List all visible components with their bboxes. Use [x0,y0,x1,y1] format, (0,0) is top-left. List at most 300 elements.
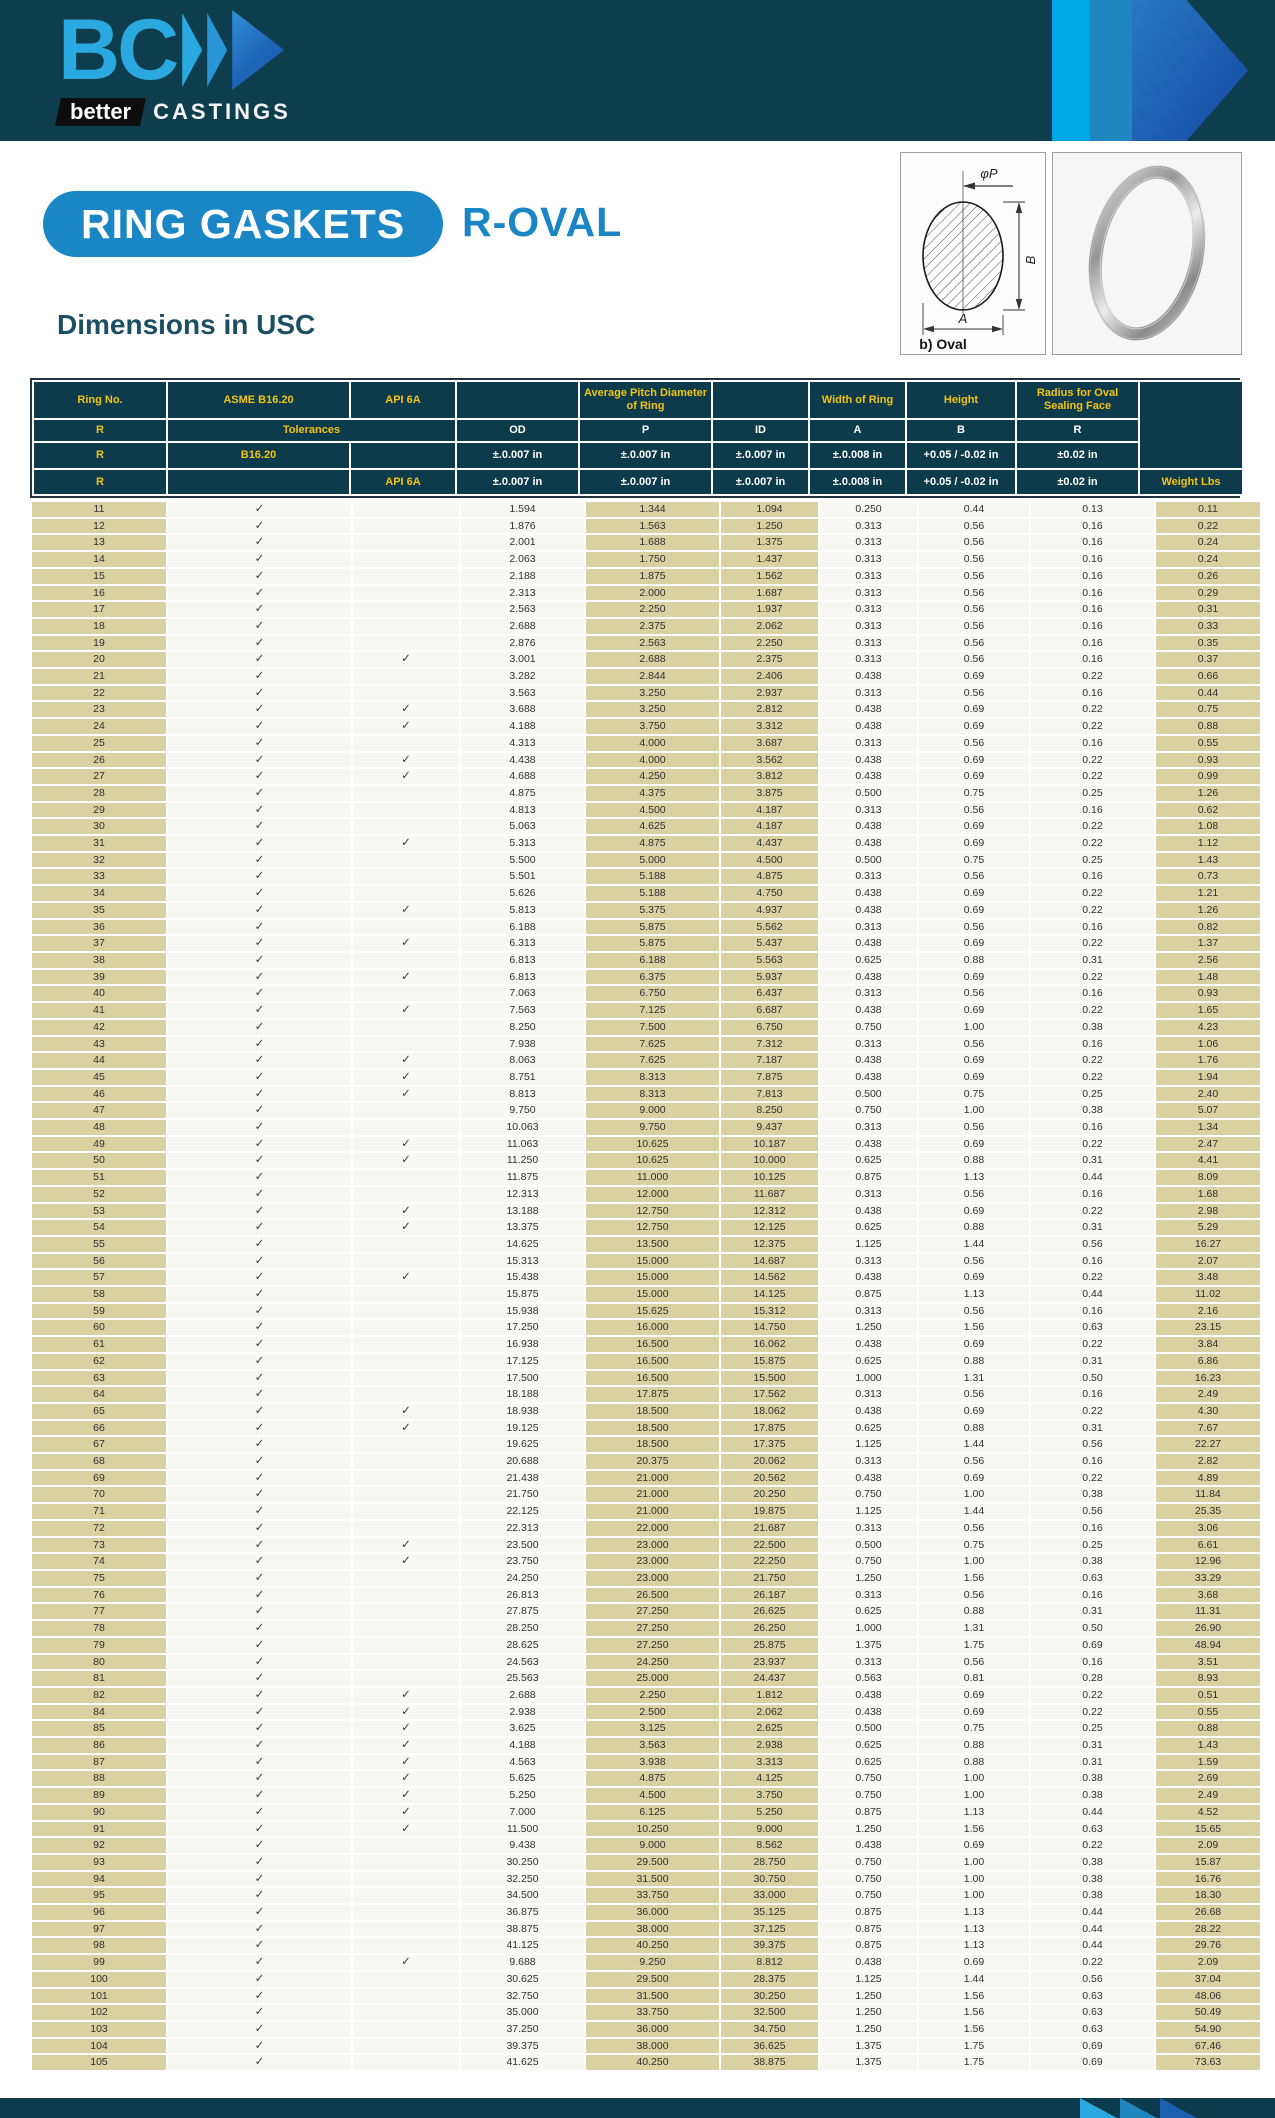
header-id-label: ID [713,420,808,441]
cell-r: 0.44 [1031,1938,1154,1953]
cell-od: 2.001 [461,535,584,550]
table-row [32,1571,1260,1586]
table-row [32,1487,1260,1502]
cell-api-check: ✓ [353,652,459,667]
cell-api-check [353,1120,459,1135]
cell-id: 9.437 [721,1120,818,1135]
cell-asme-check: ✓ [168,1938,351,1953]
cell-b: 1.00 [919,1788,1029,1803]
cell-p: 38.000 [586,2039,719,2054]
cell-r: 0.63 [1031,1320,1154,1335]
cell-p: 16.000 [586,1320,719,1335]
cell-r: 0.31 [1031,1421,1154,1436]
cell-weight: 48.94 [1156,1638,1260,1653]
oval-diagram-drawing [901,153,1045,354]
cell-b: 0.56 [919,920,1029,935]
cell-api-check [353,619,459,634]
cell-asme-check: ✓ [168,1087,351,1102]
cell-api-check: ✓ [353,1538,459,1553]
cell-id: 3.875 [721,786,818,801]
table-row [32,2005,1260,2020]
cell-api-check [353,552,459,567]
cell-id: 1.812 [721,1688,818,1703]
table-row [32,836,1260,851]
cell-r: 0.16 [1031,1120,1154,1135]
cell-od: 30.625 [461,1972,584,1987]
cell-weight: 2.09 [1156,1838,1260,1853]
cell-p: 5.375 [586,903,719,918]
cell-p: 15.000 [586,1270,719,1285]
cell-r: 0.56 [1031,1504,1154,1519]
section-heading: Dimensions in USC [57,309,316,340]
cell-p: 16.500 [586,1354,719,1369]
cell-od: 4.313 [461,736,584,751]
cell-r: 0.16 [1031,602,1154,617]
cell-a: 0.313 [820,1304,917,1319]
col-header-radius: Radius for Oval Sealing Face [1017,382,1138,418]
cell-ring-no: 88 [32,1771,166,1786]
cell-ring-no: 96 [32,1905,166,1920]
cell-ring-no: 98 [32,1938,166,1953]
cell-od: 3.625 [461,1721,584,1736]
cell-id: 4.187 [721,803,818,818]
table-row [32,1855,1260,1870]
cell-r: 0.38 [1031,1020,1154,1035]
cell-asme-check: ✓ [168,1270,351,1285]
cell-a: 0.313 [820,1037,917,1052]
cell-ring-no: 86 [32,1738,166,1753]
cell-p: 4.500 [586,803,719,818]
cell-a: 0.313 [820,586,917,601]
cell-a: 1.250 [820,1989,917,2004]
cell-asme-check: ✓ [168,1922,351,1937]
table-row [32,769,1260,784]
cell-r: 0.16 [1031,636,1154,651]
cell-p: 10.250 [586,1822,719,1837]
cell-p: 40.250 [586,2055,719,2070]
cell-od: 2.313 [461,586,584,601]
cell-api-check [353,1337,459,1352]
cell-r: 0.63 [1031,1989,1154,2004]
table-row [32,1320,1260,1335]
cell-asme-check: ✓ [168,753,351,768]
cell-ring-no: 32 [32,853,166,868]
cell-od: 28.625 [461,1638,584,1653]
cell-id: 21.750 [721,1571,818,1586]
tolerance-a: ±.0.008 in [810,443,905,468]
cell-ring-no: 102 [32,2005,166,2020]
cell-api-check: ✓ [353,1087,459,1102]
cell-p: 21.000 [586,1487,719,1502]
cell-weight: 16.23 [1156,1371,1260,1386]
cell-b: 0.56 [919,869,1029,884]
cell-b: 0.56 [919,1655,1029,1670]
cell-od: 4.563 [461,1755,584,1770]
cell-weight: 2.98 [1156,1204,1260,1219]
cell-weight: 4.23 [1156,1020,1260,1035]
cell-r: 0.44 [1031,1805,1154,1820]
cell-weight: 1.37 [1156,936,1260,951]
table-row [32,1337,1260,1352]
cell-b: 1.44 [919,1237,1029,1252]
cell-r: 0.22 [1031,1270,1154,1285]
cell-p: 16.500 [586,1337,719,1352]
cell-r: 0.69 [1031,1638,1154,1653]
cell-ring-no: 72 [32,1521,166,1536]
cell-asme-check: ✓ [168,1070,351,1085]
table-row [32,652,1260,667]
cell-weight: 37.04 [1156,1972,1260,1987]
cell-b: 0.69 [919,903,1029,918]
cell-r: 0.25 [1031,853,1154,868]
cell-a: 0.313 [820,1588,917,1603]
cell-a: 0.438 [820,886,917,901]
cell-r: 0.22 [1031,1471,1154,1486]
cell-od: 6.313 [461,936,584,951]
cell-weight: 0.62 [1156,803,1260,818]
cell-a: 0.563 [820,1671,917,1686]
cell-weight: 33.29 [1156,1571,1260,1586]
table-row [32,1387,1260,1402]
table-row [32,1938,1260,1953]
cell-id: 1.375 [721,535,818,550]
cell-r: 0.22 [1031,886,1154,901]
cell-asme-check: ✓ [168,1204,351,1219]
cell-a: 0.313 [820,1254,917,1269]
cell-ring-no: 33 [32,869,166,884]
cell-a: 0.313 [820,1655,917,1670]
cell-ring-no: 21 [32,669,166,684]
cell-od: 1.876 [461,519,584,534]
cell-weight: 2.16 [1156,1304,1260,1319]
cell-od: 15.875 [461,1287,584,1302]
cell-od: 6.188 [461,920,584,935]
cell-b: 0.56 [919,636,1029,651]
cell-b: 0.88 [919,1421,1029,1436]
cell-b: 1.56 [919,1822,1029,1837]
cell-p: 2.500 [586,1705,719,1720]
cell-api-check: ✓ [353,936,459,951]
cell-id: 1.937 [721,602,818,617]
cell-weight: 1.21 [1156,886,1260,901]
footer-triangle-icon [1160,2098,1197,2118]
cell-weight: 0.82 [1156,920,1260,935]
cell-b: 1.31 [919,1621,1029,1636]
cell-p: 12.000 [586,1187,719,1202]
cell-a: 0.625 [820,1604,917,1619]
col-header-api: API 6A [351,382,455,418]
cell-api-check: ✓ [353,1788,459,1803]
cell-ring-no: 68 [32,1454,166,1469]
cell-weight: 1.34 [1156,1120,1260,1135]
cell-r: 0.22 [1031,1070,1154,1085]
cell-id: 20.562 [721,1471,818,1486]
cell-r: 0.22 [1031,1337,1154,1352]
cell-id: 37.125 [721,1922,818,1937]
cell-id: 3.812 [721,769,818,784]
cell-a: 0.313 [820,920,917,935]
cell-b: 0.69 [919,836,1029,851]
cell-weight: 1.59 [1156,1755,1260,1770]
cell-id: 9.000 [721,1822,818,1837]
cell-p: 2.375 [586,619,719,634]
table-row [32,1020,1260,1035]
cell-api-check [353,953,459,968]
cell-api-check [353,1838,459,1853]
cell-id: 17.875 [721,1421,818,1436]
cell-a: 1.250 [820,2022,917,2037]
cell-ring-no: 90 [32,1805,166,1820]
cell-r: 0.16 [1031,1304,1154,1319]
cell-ring-no: 95 [32,1888,166,1903]
cell-b: 0.81 [919,1671,1029,1686]
cell-asme-check: ✓ [168,1421,351,1436]
cell-ring-no: 89 [32,1788,166,1803]
cell-ring-no: 27 [32,769,166,784]
cell-b: 1.00 [919,1103,1029,1118]
cell-b: 0.69 [919,1471,1029,1486]
cell-ring-no: 25 [32,736,166,751]
cell-od: 19.625 [461,1437,584,1452]
cell-b: 0.56 [919,1120,1029,1135]
cell-weight: 0.22 [1156,519,1260,534]
cell-asme-check: ✓ [168,1905,351,1920]
cell-p: 21.000 [586,1471,719,1486]
cell-weight: 54.90 [1156,2022,1260,2037]
cell-api-check [353,535,459,550]
cell-api-check [353,569,459,584]
cell-api-check [353,1571,459,1586]
cell-p: 23.000 [586,1554,719,1569]
cell-r: 0.69 [1031,2039,1154,2054]
cell-weight: 0.29 [1156,586,1260,601]
cell-r: 0.22 [1031,1204,1154,1219]
cell-id: 15.875 [721,1354,818,1369]
diagram-a-label: A [958,311,968,326]
cell-asme-check: ✓ [168,619,351,634]
cell-weight: 0.93 [1156,753,1260,768]
cell-od: 21.438 [461,1471,584,1486]
cell-p: 25.000 [586,1671,719,1686]
cell-r: 0.44 [1031,1905,1154,1920]
cell-ring-no: 75 [32,1571,166,1586]
cell-a: 0.438 [820,753,917,768]
cell-p: 6.750 [586,986,719,1001]
cell-b: 0.69 [919,702,1029,717]
cell-asme-check: ✓ [168,1170,351,1185]
cell-a: 0.438 [820,1705,917,1720]
cell-a: 0.750 [820,1855,917,1870]
cell-r: 0.16 [1031,535,1154,550]
cell-weight: 11.02 [1156,1287,1260,1302]
cell-p: 2.688 [586,652,719,667]
cell-id: 23.937 [721,1655,818,1670]
cell-api-check: ✓ [353,1554,459,1569]
col-header-asme: ASME B16.20 [168,382,349,418]
cell-weight: 0.93 [1156,986,1260,1001]
table-row [32,1037,1260,1052]
cell-weight: 0.24 [1156,552,1260,567]
cell-id: 4.750 [721,886,818,901]
cell-p: 3.750 [586,719,719,734]
cell-b: 0.69 [919,1137,1029,1152]
cell-asme-check: ✓ [168,1621,351,1636]
cell-asme-check: ✓ [168,602,351,617]
cell-a: 0.313 [820,569,917,584]
cell-b: 1.56 [919,1571,1029,1586]
cell-ring-no: 71 [32,1504,166,1519]
table-row [32,1538,1260,1553]
cell-od: 20.688 [461,1454,584,1469]
cell-asme-check: ✓ [168,719,351,734]
header-weight-label: Weight Lbs [1140,470,1242,494]
cell-asme-check: ✓ [168,1822,351,1837]
cell-od: 36.875 [461,1905,584,1920]
cell-ring-no: 57 [32,1270,166,1285]
cell-weight: 11.84 [1156,1487,1260,1502]
cell-r: 0.16 [1031,652,1154,667]
cell-ring-no: 43 [32,1037,166,1052]
cell-ring-no: 34 [32,886,166,901]
cell-od: 5.063 [461,819,584,834]
cell-weight: 18.30 [1156,1888,1260,1903]
cell-p: 33.750 [586,1888,719,1903]
cell-id: 26.250 [721,1621,818,1636]
cell-asme-check: ✓ [168,953,351,968]
cell-od: 32.750 [461,1989,584,2004]
cell-asme-check: ✓ [168,1153,351,1168]
table-row [32,903,1260,918]
cell-a: 0.313 [820,535,917,550]
cell-od: 3.001 [461,652,584,667]
table-row [32,1170,1260,1185]
cell-p: 10.625 [586,1137,719,1152]
cell-id: 11.687 [721,1187,818,1202]
cell-p: 29.500 [586,1855,719,1870]
cell-r: 0.44 [1031,1287,1154,1302]
cell-p: 3.125 [586,1721,719,1736]
cell-api-check [353,1437,459,1452]
cell-id: 2.937 [721,686,818,701]
cell-ring-no: 59 [32,1304,166,1319]
tolerance-p: ±.0.007 in [580,443,711,468]
cell-b: 0.56 [919,619,1029,634]
cell-od: 2.563 [461,602,584,617]
cell-asme-check: ✓ [168,2039,351,2054]
cell-id: 14.687 [721,1254,818,1269]
cell-od: 4.688 [461,769,584,784]
cell-r: 0.31 [1031,953,1154,968]
cell-ring-no: 15 [32,569,166,584]
cell-r: 0.22 [1031,970,1154,985]
cell-b: 0.56 [919,1588,1029,1603]
cell-od: 9.688 [461,1955,584,1970]
cell-p: 5.875 [586,920,719,935]
cell-id: 32.500 [721,2005,818,2020]
table-row [32,686,1260,701]
cell-ring-no: 92 [32,1838,166,1853]
cell-p: 9.000 [586,1103,719,1118]
cell-p: 12.750 [586,1220,719,1235]
cell-b: 0.44 [919,502,1029,517]
cell-p: 4.875 [586,836,719,851]
cell-od: 8.751 [461,1070,584,1085]
cell-api-check: ✓ [353,1137,459,1152]
cell-p: 18.500 [586,1421,719,1436]
table-row [32,1287,1260,1302]
cell-id: 4.187 [721,819,818,834]
col-header-avg-pitch: Average Pitch Diameter of Ring [580,382,711,418]
cell-a: 1.000 [820,1371,917,1386]
cell-b: 0.88 [919,1755,1029,1770]
cell-ring-no: 60 [32,1320,166,1335]
cell-p: 18.500 [586,1437,719,1452]
cell-asme-check: ✓ [168,1571,351,1586]
cell-weight: 1.76 [1156,1053,1260,1068]
cell-od: 18.938 [461,1404,584,1419]
cell-p: 6.125 [586,1805,719,1820]
cell-b: 0.88 [919,1220,1029,1235]
cell-id: 2.062 [721,1705,818,1720]
cell-id: 36.625 [721,2039,818,2054]
table-row [32,753,1260,768]
table-row [32,1471,1260,1486]
cell-a: 0.625 [820,1755,917,1770]
header-b-label: B [907,420,1015,441]
cell-p: 4.000 [586,753,719,768]
cell-od: 4.813 [461,803,584,818]
cell-asme-check: ✓ [168,1020,351,1035]
cell-weight: 1.43 [1156,853,1260,868]
cell-p: 27.250 [586,1604,719,1619]
header-od-label: OD [457,420,578,441]
table-row [32,1187,1260,1202]
cell-asme-check: ✓ [168,736,351,751]
cell-a: 0.313 [820,652,917,667]
cell-a: 1.375 [820,2055,917,2070]
cell-p: 4.375 [586,786,719,801]
cell-a: 0.625 [820,1153,917,1168]
cell-b: 0.56 [919,1037,1029,1052]
cell-weight: 12.96 [1156,1554,1260,1569]
table-row [32,1053,1260,1068]
cell-weight: 0.88 [1156,719,1260,734]
cell-a: 0.438 [820,702,917,717]
cell-a: 0.625 [820,1220,917,1235]
cell-r: 0.16 [1031,1037,1154,1052]
cell-p: 12.750 [586,1204,719,1219]
cell-r: 0.22 [1031,1955,1154,1970]
cell-a: 0.750 [820,1103,917,1118]
cell-od: 5.500 [461,853,584,868]
cell-ring-no: 100 [32,1972,166,1987]
cell-a: 0.875 [820,1922,917,1937]
cell-a: 1.375 [820,2039,917,2054]
cell-id: 1.687 [721,586,818,601]
cell-r: 0.16 [1031,1588,1154,1603]
cell-ring-no: 56 [32,1254,166,1269]
cell-a: 0.438 [820,1137,917,1152]
cell-ring-no: 45 [32,1070,166,1085]
cell-api-check [353,1454,459,1469]
cell-od: 15.938 [461,1304,584,1319]
cell-r: 0.63 [1031,2022,1154,2037]
cell-a: 1.125 [820,1237,917,1252]
cell-p: 5.188 [586,869,719,884]
cell-od: 25.563 [461,1671,584,1686]
cell-a: 0.750 [820,1020,917,1035]
table-row [32,535,1260,550]
